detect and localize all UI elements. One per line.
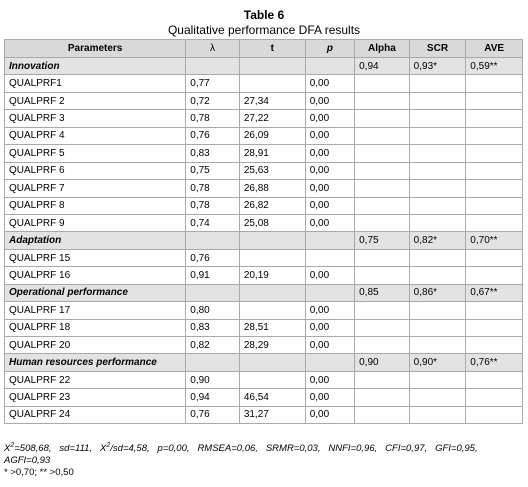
scr-cell bbox=[410, 93, 466, 109]
p-cell: 0,00 bbox=[306, 215, 354, 231]
alpha-cell bbox=[355, 163, 409, 179]
p-cell: 0,00 bbox=[306, 128, 354, 144]
chi-sd-value: /sd=4,58, bbox=[110, 443, 150, 454]
scr-cell bbox=[410, 145, 466, 161]
parameter-cell: QUALPRF 20 bbox=[5, 337, 185, 353]
p-cell: 0,00 bbox=[306, 302, 354, 318]
parameter-cell: QUALPRF 18 bbox=[5, 320, 185, 336]
p-cell: 0,00 bbox=[306, 110, 354, 126]
lambda-cell: 0,90 bbox=[186, 372, 239, 388]
group-name: Innovation bbox=[5, 58, 185, 74]
lambda-cell: 0,77 bbox=[186, 75, 239, 91]
lambda-cell: 0,94 bbox=[186, 389, 239, 405]
group-alpha: 0,75 bbox=[355, 232, 409, 248]
alpha-cell bbox=[355, 93, 409, 109]
parameter-cell: QUALPRF 9 bbox=[5, 215, 185, 231]
table-row bbox=[5, 267, 522, 283]
parameter-cell: QUALPRF 6 bbox=[5, 163, 185, 179]
alpha-cell bbox=[355, 145, 409, 161]
table-row bbox=[5, 407, 522, 423]
group-t-cell bbox=[240, 354, 305, 370]
lambda-cell: 0,82 bbox=[186, 337, 239, 353]
parameter-cell: QUALPRF 7 bbox=[5, 180, 185, 196]
ave-cell bbox=[466, 163, 522, 179]
p-cell: 0,00 bbox=[306, 93, 354, 109]
table-row bbox=[5, 198, 522, 214]
ave-cell bbox=[466, 145, 522, 161]
p-cell: 0,00 bbox=[306, 372, 354, 388]
table-row bbox=[5, 110, 522, 126]
group-name: Human resources performance bbox=[5, 354, 185, 370]
t-cell bbox=[240, 250, 305, 266]
group-t-cell bbox=[240, 285, 305, 301]
scr-cell bbox=[410, 267, 466, 283]
parameter-cell: QUALPRF1 bbox=[5, 75, 185, 91]
group-ave: 0,67** bbox=[466, 285, 522, 301]
ave-cell bbox=[466, 110, 522, 126]
t-cell: 46,54 bbox=[240, 389, 305, 405]
p-cell: 0,00 bbox=[306, 198, 354, 214]
t-cell: 31,27 bbox=[240, 407, 305, 423]
t-cell: 27,22 bbox=[240, 110, 305, 126]
t-cell: 20,19 bbox=[240, 267, 305, 283]
header-alpha: Alpha bbox=[355, 40, 409, 57]
rmsea-value: RMSEA=0,06, bbox=[197, 443, 258, 454]
alpha-cell bbox=[355, 407, 409, 423]
scr-cell bbox=[410, 128, 466, 144]
group-p-cell bbox=[306, 58, 354, 74]
header-p: p bbox=[306, 40, 354, 57]
group-lambda-cell bbox=[186, 354, 239, 370]
lambda-cell: 0,78 bbox=[186, 110, 239, 126]
alpha-cell bbox=[355, 320, 409, 336]
dfa-results-table bbox=[4, 39, 523, 424]
p-cell: 0,00 bbox=[306, 320, 354, 336]
group-scr: 0,86* bbox=[410, 285, 466, 301]
table-row bbox=[5, 215, 522, 231]
lambda-cell: 0,72 bbox=[186, 93, 239, 109]
scr-cell bbox=[410, 215, 466, 231]
scr-cell bbox=[410, 75, 466, 91]
alpha-cell bbox=[355, 75, 409, 91]
chi-square-symbol: X bbox=[4, 443, 11, 454]
p-cell: 0,00 bbox=[306, 180, 354, 196]
ave-cell bbox=[466, 320, 522, 336]
table-row bbox=[5, 163, 522, 179]
group-p-cell bbox=[306, 285, 354, 301]
scr-cell bbox=[410, 337, 466, 353]
group-name: Adaptation bbox=[5, 232, 185, 248]
table-body bbox=[5, 40, 522, 423]
group-alpha: 0,85 bbox=[355, 285, 409, 301]
alpha-cell bbox=[355, 198, 409, 214]
table-row bbox=[5, 180, 522, 196]
alpha-cell bbox=[355, 337, 409, 353]
group-alpha: 0,90 bbox=[355, 354, 409, 370]
scr-cell bbox=[410, 110, 466, 126]
lambda-cell: 0,91 bbox=[186, 267, 239, 283]
table-row bbox=[5, 320, 522, 336]
ave-cell bbox=[466, 198, 522, 214]
group-lambda-cell bbox=[186, 58, 239, 74]
group-t-cell bbox=[240, 232, 305, 248]
ave-cell bbox=[466, 180, 522, 196]
t-cell: 26,88 bbox=[240, 180, 305, 196]
table-title: Table 6 bbox=[243, 8, 285, 22]
group-p-cell bbox=[306, 354, 354, 370]
parameter-cell: QUALPRF 22 bbox=[5, 372, 185, 388]
group-t-cell bbox=[240, 58, 305, 74]
group-lambda-cell bbox=[186, 285, 239, 301]
group-alpha: 0,94 bbox=[355, 58, 409, 74]
t-cell: 27,34 bbox=[240, 93, 305, 109]
t-cell: 25,63 bbox=[240, 163, 305, 179]
group-row bbox=[5, 58, 522, 74]
group-scr: 0,82* bbox=[410, 232, 466, 248]
p-cell: 0,00 bbox=[306, 75, 354, 91]
scr-cell bbox=[410, 198, 466, 214]
agfi-value: AGFI=0,93 bbox=[4, 455, 51, 466]
alpha-cell bbox=[355, 389, 409, 405]
group-ave: 0,76** bbox=[466, 354, 522, 370]
group-lambda-cell bbox=[186, 232, 239, 248]
group-p-cell bbox=[306, 232, 354, 248]
table-row bbox=[5, 250, 522, 266]
scr-cell bbox=[410, 302, 466, 318]
table-subtitle: Qualitative performance DFA results bbox=[167, 23, 361, 37]
lambda-cell: 0,76 bbox=[186, 407, 239, 423]
table-row bbox=[5, 145, 522, 161]
lambda-cell: 0,83 bbox=[186, 320, 239, 336]
header-parameters: Parameters bbox=[5, 40, 185, 57]
alpha-cell bbox=[355, 128, 409, 144]
scr-cell bbox=[410, 389, 466, 405]
ave-cell bbox=[466, 215, 522, 231]
table-row bbox=[5, 128, 522, 144]
header-lambda: λ bbox=[186, 40, 239, 57]
t-cell: 26,82 bbox=[240, 198, 305, 214]
ave-cell bbox=[466, 337, 522, 353]
ave-cell bbox=[466, 372, 522, 388]
header-ave: AVE bbox=[466, 40, 522, 57]
p-cell: 0,00 bbox=[306, 407, 354, 423]
alpha-cell bbox=[355, 250, 409, 266]
alpha-cell bbox=[355, 180, 409, 196]
p-cell bbox=[306, 250, 354, 266]
table-footnote bbox=[4, 443, 524, 479]
group-scr: 0,93* bbox=[410, 58, 466, 74]
t-cell: 25,08 bbox=[240, 215, 305, 231]
group-ave: 0,70** bbox=[466, 232, 522, 248]
table-row bbox=[5, 75, 522, 91]
table-row bbox=[5, 93, 522, 109]
parameter-cell: QUALPRF 17 bbox=[5, 302, 185, 318]
parameter-cell: QUALPRF 8 bbox=[5, 198, 185, 214]
scr-cell bbox=[410, 163, 466, 179]
header-t: t bbox=[240, 40, 305, 57]
group-name: Operational performance bbox=[5, 285, 185, 301]
p-value: p=0,00, bbox=[157, 443, 190, 454]
p-cell: 0,00 bbox=[306, 145, 354, 161]
t-cell: 28,29 bbox=[240, 337, 305, 353]
table-row bbox=[5, 389, 522, 405]
parameter-cell: QUALPRF 4 bbox=[5, 128, 185, 144]
lambda-cell: 0,78 bbox=[186, 198, 239, 214]
header-row bbox=[5, 40, 522, 57]
chi-square-superscript: 2 bbox=[10, 441, 15, 449]
parameter-cell: QUALPRF 5 bbox=[5, 145, 185, 161]
parameter-cell: QUALPRF 16 bbox=[5, 267, 185, 283]
cfi-value: CFI=0,97, bbox=[385, 443, 428, 454]
table-row bbox=[5, 302, 522, 318]
lambda-cell: 0,75 bbox=[186, 163, 239, 179]
header-scr: SCR bbox=[410, 40, 466, 57]
ave-cell bbox=[466, 128, 522, 144]
p-cell: 0,00 bbox=[306, 267, 354, 283]
alpha-cell bbox=[355, 110, 409, 126]
group-scr: 0,90* bbox=[410, 354, 466, 370]
chi-sd-symbol: X bbox=[100, 443, 107, 454]
lambda-cell: 0,76 bbox=[186, 128, 239, 144]
alpha-cell bbox=[355, 215, 409, 231]
lambda-cell: 0,74 bbox=[186, 215, 239, 231]
scr-cell bbox=[410, 250, 466, 266]
alpha-cell bbox=[355, 302, 409, 318]
t-cell: 26,09 bbox=[240, 128, 305, 144]
t-cell bbox=[240, 372, 305, 388]
chi-sd-superscript: 2 bbox=[106, 441, 111, 449]
parameter-cell: QUALPRF 24 bbox=[5, 407, 185, 423]
ave-cell bbox=[466, 250, 522, 266]
parameter-cell: QUALPRF 15 bbox=[5, 250, 185, 266]
scr-cell bbox=[410, 320, 466, 336]
lambda-cell: 0,83 bbox=[186, 145, 239, 161]
srmr-value: SRMR=0,03, bbox=[265, 443, 321, 454]
sd-value: sd=111, bbox=[59, 443, 93, 454]
lambda-cell: 0,76 bbox=[186, 250, 239, 266]
parameter-cell: QUALPRF 23 bbox=[5, 389, 185, 405]
lambda-cell: 0,78 bbox=[186, 180, 239, 196]
ave-cell bbox=[466, 267, 522, 283]
parameter-cell: QUALPRF 3 bbox=[5, 110, 185, 126]
scr-cell bbox=[410, 180, 466, 196]
ave-cell bbox=[466, 75, 522, 91]
ave-cell bbox=[466, 389, 522, 405]
scr-cell bbox=[410, 407, 466, 423]
alpha-cell bbox=[355, 372, 409, 388]
ave-cell bbox=[466, 93, 522, 109]
group-row bbox=[5, 354, 522, 370]
gfi-value: GFI=0,95, bbox=[435, 443, 478, 454]
alpha-cell bbox=[355, 267, 409, 283]
p-cell: 0,00 bbox=[306, 389, 354, 405]
table-row bbox=[5, 372, 522, 388]
p-cell: 0,00 bbox=[306, 163, 354, 179]
significance-note: * >0,70; ** >0,50 bbox=[4, 467, 74, 478]
group-ave: 0,59** bbox=[466, 58, 522, 74]
scr-cell bbox=[410, 372, 466, 388]
p-cell: 0,00 bbox=[306, 337, 354, 353]
group-row bbox=[5, 285, 522, 301]
chi-square-value: =508,68, bbox=[14, 443, 52, 454]
t-cell bbox=[240, 302, 305, 318]
group-row bbox=[5, 232, 522, 248]
t-cell: 28,91 bbox=[240, 145, 305, 161]
t-cell: 28,51 bbox=[240, 320, 305, 336]
table-row bbox=[5, 337, 522, 353]
parameter-cell: QUALPRF 2 bbox=[5, 93, 185, 109]
table-caption bbox=[0, 8, 528, 38]
lambda-cell: 0,80 bbox=[186, 302, 239, 318]
ave-cell bbox=[466, 407, 522, 423]
ave-cell bbox=[466, 302, 522, 318]
nnfi-value: NNFI=0,96, bbox=[328, 443, 378, 454]
fit-indices bbox=[4, 443, 524, 467]
t-cell bbox=[240, 75, 305, 91]
